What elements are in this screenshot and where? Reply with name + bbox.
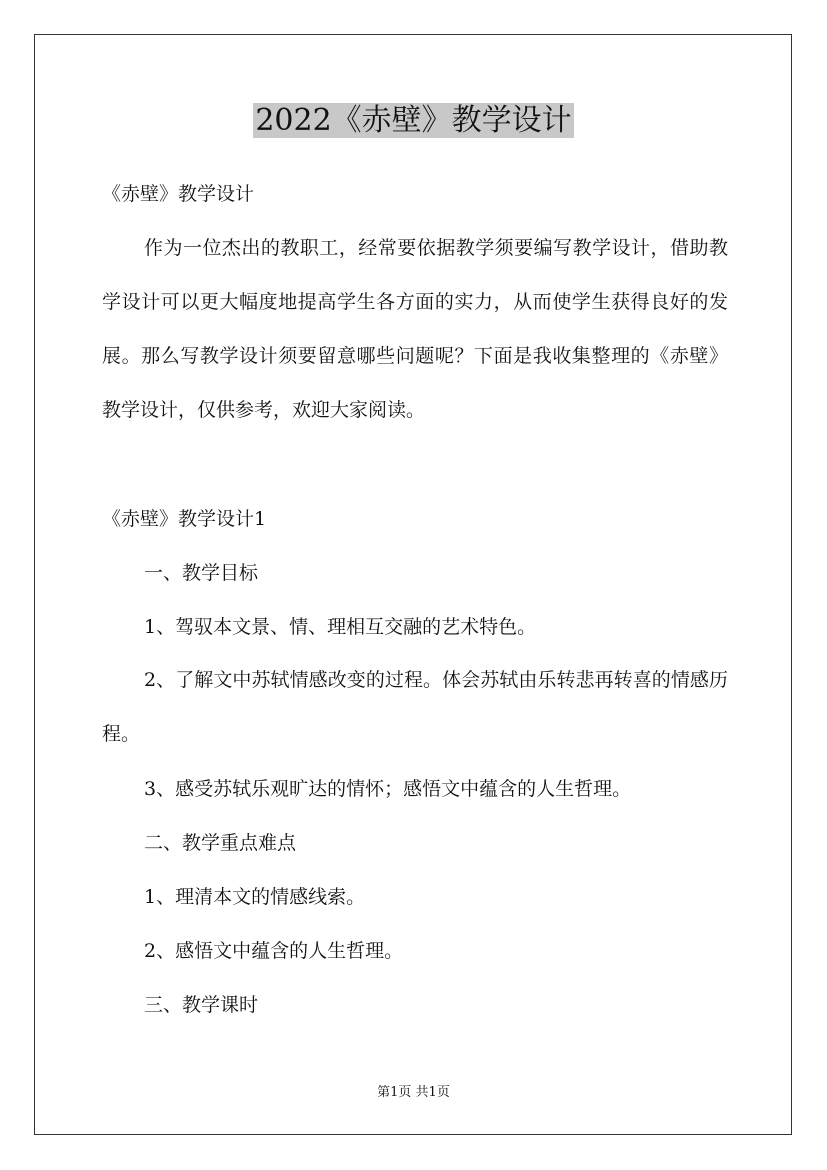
hours-heading: 三、教学课时 [144, 994, 259, 1016]
focus-item-1: 1、理清本文的情感线索。 [144, 886, 366, 908]
section-heading: 《赤壁》教学设计1 [102, 508, 267, 530]
document-title [0, 101, 827, 141]
intro-paragraph: 作为一位杰出的教职工，经常要依据教学须要编写教学设计，借助教学设计可以更大幅度地提高学生各方面的实力，从而使学生获得良好的发展。那么写教学设计须要留意哪些问题呢？下面是我收集整理的《赤壁》教学设计，仅供参考，欢迎大家阅读。 [102, 237, 728, 421]
goal-item-2: 2、了解文中苏轼情感改变的过程。体会苏轼由乐转悲再转喜的情感历程。 [102, 669, 728, 745]
page-footer: 第1页 共1页 [377, 1085, 450, 1100]
focus-item-2: 2、感悟文中蕴含的人生哲理。 [144, 940, 404, 962]
focus-heading: 二、教学重点难点 [144, 832, 297, 854]
goal-item-1: 1、驾驭本文景、情、理相互交融的艺术特色。 [144, 616, 537, 638]
goals-heading: 一、教学目标 [144, 562, 259, 584]
document-title-text: 2022《赤壁》教学设计 [255, 103, 572, 138]
goal-item-3: 3、感受苏轼乐观旷达的情怀；感悟文中蕴含的人生哲理。 [144, 778, 632, 800]
subtitle: 《赤壁》教学设计 [102, 183, 255, 205]
